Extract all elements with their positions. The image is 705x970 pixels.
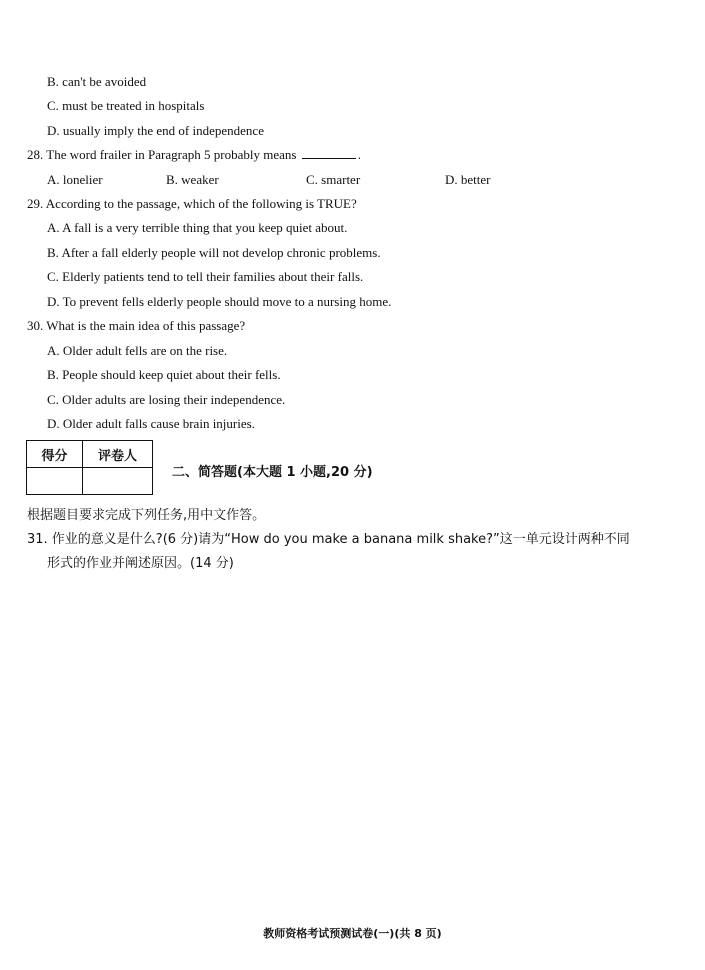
q29-option-b: B. After a fall elderly people will not develop chronic problems. xyxy=(47,245,381,260)
section-title: 二、简答题(本大题 1 小题,20 分) xyxy=(172,465,373,480)
grader-label: 评卷人 xyxy=(83,441,153,468)
q30-option-a: A. Older adult fells are on the rise. xyxy=(47,343,228,358)
q31-line-1: 31. 作业的意义是什么?(6 分)请为“How do you make a banana milk shake?”这一单元设计两种不同 xyxy=(27,532,630,547)
q27-option-d: D. usually imply the end of independence xyxy=(47,123,264,138)
q31-line-2: 形式的作业并阐述原因。(14 分) xyxy=(47,556,234,571)
q29-stem: 29. According to the passage, which of the following is TRUE? xyxy=(27,196,357,211)
q28-option-c: C. smarter xyxy=(306,172,361,187)
q30-option-c: C. Older adults are losing their independence. xyxy=(47,392,286,407)
grader-cell[interactable] xyxy=(83,468,153,495)
score-cell[interactable] xyxy=(27,468,83,495)
q29-option-c: C. Elderly patients tend to tell their families about their falls. xyxy=(47,269,364,284)
q29-option-d: D. To prevent fells elderly people should move to a nursing home. xyxy=(47,294,392,309)
page-footer: 教师资格考试预测试卷(一)(共 8 页) xyxy=(263,927,442,940)
q30-option-b: B. People should keep quiet about their fells. xyxy=(47,367,281,382)
q28-option-d: D. better xyxy=(445,172,491,187)
q29-option-a: A. A fall is a very terrible thing that you keep quiet about. xyxy=(47,220,348,235)
q27-option-b: B. can't be avoided xyxy=(47,74,147,89)
q27-option-c: C. must be treated in hospitals xyxy=(47,98,205,113)
q30-option-d: D. Older adult falls cause brain injuries. xyxy=(47,416,255,431)
instruction-text: 根据题目要求完成下列任务,用中文作答。 xyxy=(27,508,266,523)
answer-blank xyxy=(302,148,356,159)
q28-stem xyxy=(27,147,361,163)
q28-option-a: A. lonelier xyxy=(47,172,103,187)
q28-option-b: B. weaker xyxy=(166,172,219,187)
q28-stem-end: . xyxy=(357,147,361,162)
q28-stem-text: 28. The word frailer in Paragraph 5 probably means xyxy=(27,147,297,162)
q30-stem: 30. What is the main idea of this passage? xyxy=(27,318,246,333)
score-label: 得分 xyxy=(27,441,83,468)
score-table xyxy=(26,440,153,495)
